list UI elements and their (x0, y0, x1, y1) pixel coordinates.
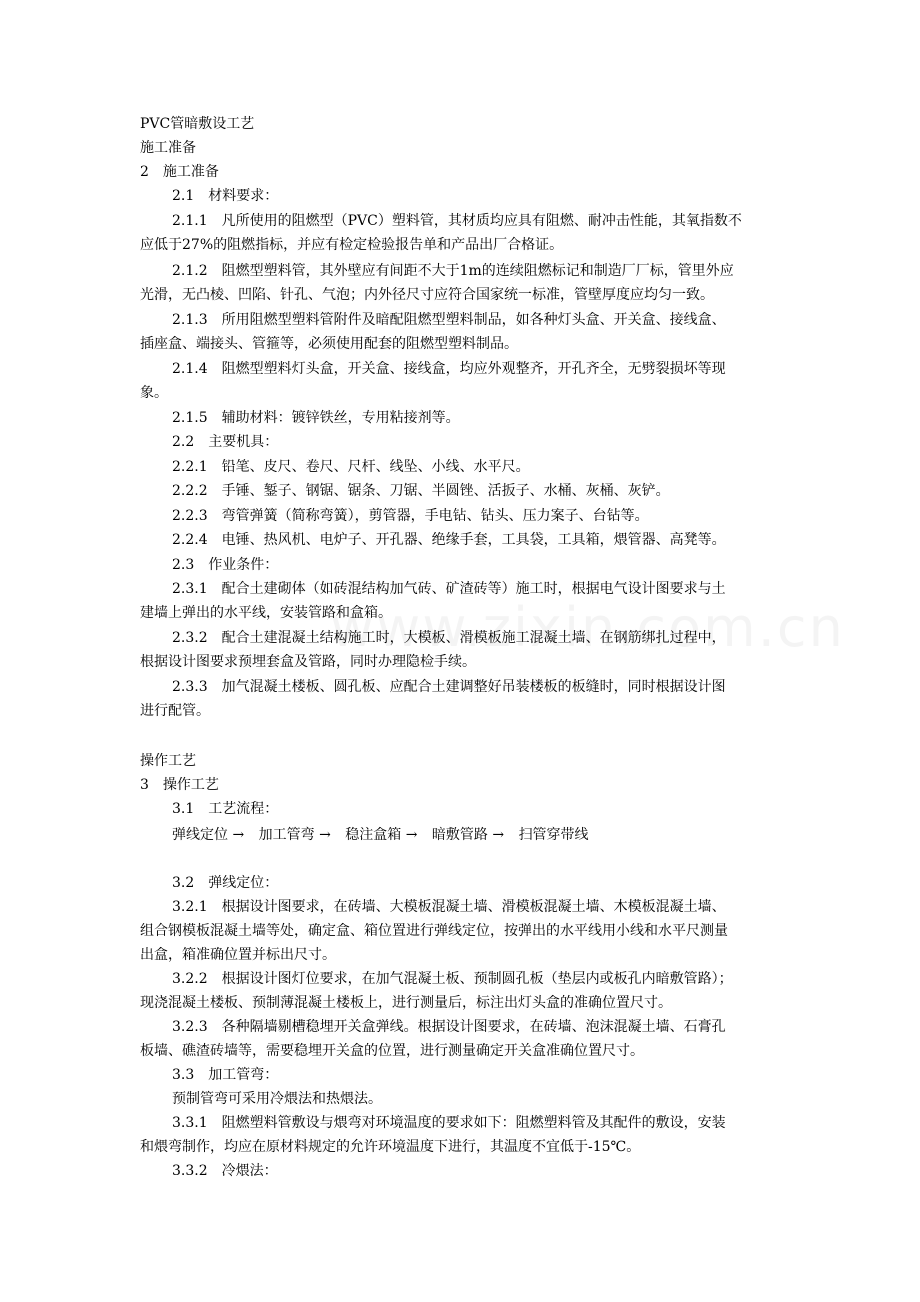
paragraph-line: 进行配管。 (140, 703, 210, 719)
paragraph-line: 插座盒、端接头、管箍等，必须使用配套的阻燃型塑料制品。 (140, 336, 518, 352)
paragraph-line: 3.3 加工管弯： (172, 1067, 279, 1083)
flow-step: 暗敷管路 → (431, 827, 505, 843)
paragraph-line: 2.2.4 电锤、热风机、电炉子、开孔器、绝缘手套，工具袋，工具箱，煨管器、高凳等。 (172, 532, 726, 548)
flow-step: 稳注盒箱 → (345, 827, 418, 843)
paragraph-line: 2.3.3 加气混凝土楼板、圆孔板、应配合土建调整好吊装楼板的板缝时，同时根据设计图 (172, 679, 726, 695)
flow-step: 弹线定位 → (172, 827, 245, 843)
paragraph-line: 3.3.2 冷煨法： (172, 1163, 278, 1179)
paragraph-line: 2.3.2 配合土建混凝土结构施工时，大模板、滑模板施工混凝土墙、在钢筋绑扎过程中， (172, 630, 726, 646)
paragraph-line: 3.2.3 各种隔墙剔槽稳埋开关盒弹线。根据设计图要求，在砖墙、泡沫混凝土墙、石膏孔 (172, 1019, 726, 1035)
paragraph-line: 组合钢模板混凝土墙等处，确定盒、箱位置进行弹线定位，按弹出的水平线用小线和水平尺测量 (140, 923, 728, 939)
section-number: 3 操作工艺 (140, 777, 219, 793)
paragraph-line: 3.2.2 根据设计图灯位要求，在加气混凝土板、预制圆孔板（垫层内或板孔内暗敷管路）； (172, 971, 733, 987)
paragraph-line: 2.2.1 铅笔、皮尺、卷尺、尺杆、线坠、小线、水平尺。 (172, 459, 530, 475)
paragraph-line: 现浇混凝土楼板、预制薄混凝土楼板上，进行测量后，标注出灯头盒的准确位置尺寸。 (140, 995, 672, 1011)
paragraph-line: 3.2.1 根据设计图要求，在砖墙、大模板混凝土墙、滑模板混凝土墙、木模板混凝土墙、 (172, 899, 726, 915)
paragraph-line: 2.1 材料要求： (172, 188, 279, 204)
paragraph-line: 应低于27%的阻燃指标，并应有检定检验报告单和产品出厂合格证。 (140, 237, 564, 253)
paragraph-line: 2.1.5 辅助材料：镀锌铁丝，专用粘接剂等。 (172, 410, 460, 426)
paragraph-line: 2.1.1 凡所使用的阻燃型（PVC）塑料管，其材质均应具有阻燃、耐冲击性能，其氧指数不 (172, 213, 742, 229)
paragraph-line: 2.1.2 阻燃型塑料管，其外壁应有间距不大于1m的连续阻燃标记和制造厂厂标，管里外应 (172, 263, 734, 279)
paragraph-line: 和煨弯制作，均应在原材料规定的允许环境温度下进行，其温度不宜低于-15℃。 (140, 1139, 641, 1155)
paragraph-line: 2.3 作业条件： (172, 557, 279, 573)
paragraph-line: 3.3.1 阻燃塑料管敷设与煨弯对环境温度的要求如下：阻燃塑料管及其配件的敷设，安装 (172, 1115, 726, 1131)
paragraph-line: 2.2.2 手锤、錾子、钢锯、锯条、刀锯、半圆锉、活扳子、水桶、灰桶、灰铲。 (172, 483, 670, 499)
paragraph-line: 2.2.3 弯管弹簧（简称弯簧），剪管器，手电钻、钻头、压力案子、台钻等。 (172, 508, 649, 524)
section-heading: 操作工艺 (140, 753, 196, 769)
paragraph-line: 出盒，箱准确位置并标出尺寸。 (140, 947, 336, 963)
paragraph-line: 根据设计图要求预埋套盒及管路，同时办理隐检手续。 (140, 654, 476, 670)
paragraph-line: 预制管弯可采用冷煨法和热煨法。 (172, 1091, 382, 1107)
watermark (330, 596, 845, 659)
paragraph-line: 光滑，无凸棱、凹陷、针孔、气泡；内外径尺寸应符合国家统一标准，管壁厚度应均匀一致。 (140, 287, 714, 303)
paragraph-line: 3.2 弹线定位： (172, 875, 279, 891)
flow-step: 加工管弯 → (258, 827, 331, 843)
paragraph-line: 2.1.3 所用阻燃型塑料管附件及暗配阻燃型塑料制品，如各种灯头盒、开关盒、接线盒、 (172, 312, 726, 328)
paragraph-line: 建墙上弹出的水平线，安装管路和盒箱。 (140, 605, 392, 621)
flow-step: 扫管穿带线 (518, 827, 589, 843)
section-number: 2 施工准备 (140, 164, 219, 180)
document-title: PVC管暗敷设工艺 (140, 116, 255, 132)
paragraph-line: 2.3.1 配合土建砌体（如砖混结构加气砖、矿渣砖等）施工时，根据电气设计图要求与土 (172, 581, 726, 597)
paragraph-line: 2.2 主要机具： (172, 434, 279, 450)
paragraph-line: 3.1 工艺流程： (172, 801, 279, 817)
paragraph-line: 2.1.4 阻燃型塑料灯头盒，开关盒、接线盒，均应外观整齐，开孔齐全，无劈裂损坏等现 (172, 361, 726, 377)
paragraph-line: 板墙、礁渣砖墙等，需要稳埋开关盒的位置，进行测量确定开关盒准确位置尺寸。 (140, 1043, 644, 1059)
process-flow (172, 824, 599, 844)
section-heading: 施工准备 (140, 140, 196, 156)
paragraph-line: 象。 (140, 385, 168, 401)
